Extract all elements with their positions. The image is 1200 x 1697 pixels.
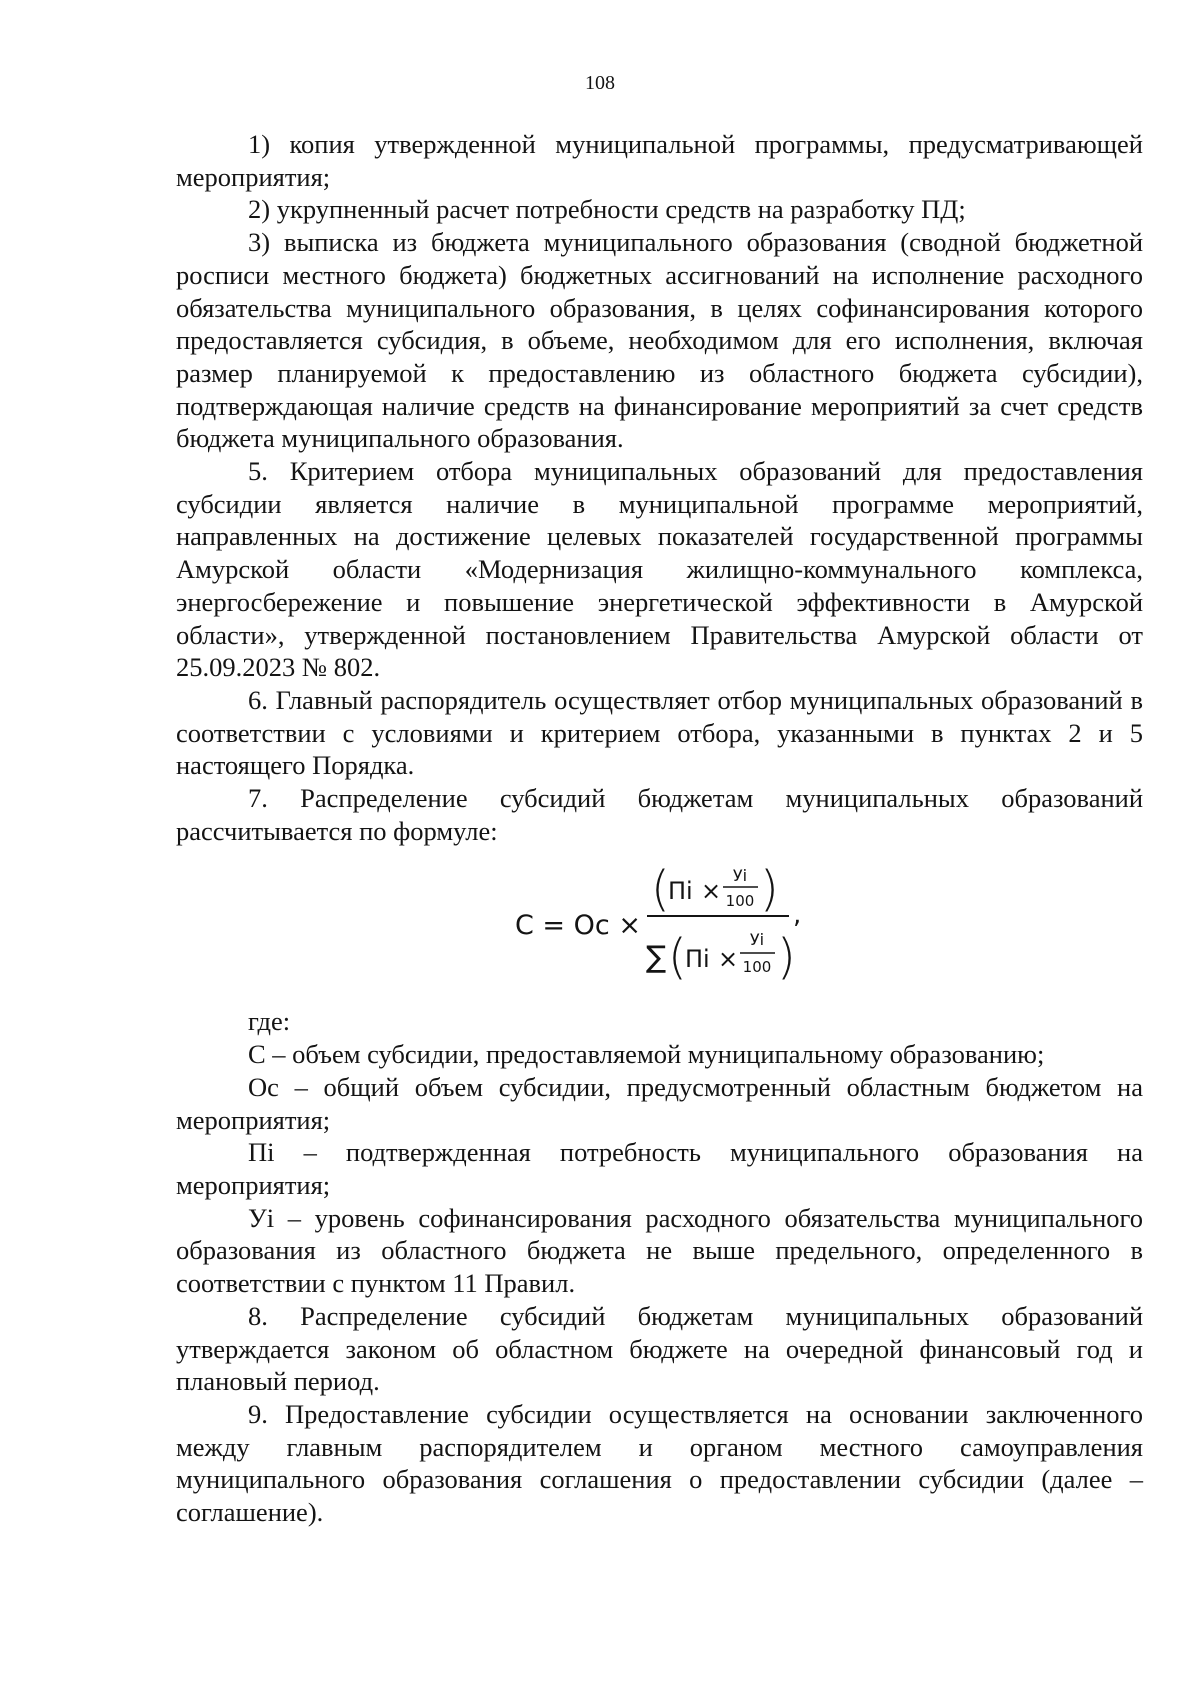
denominator-yi: Уi [749,930,764,950]
numerator-hundred: 100 [725,892,754,911]
numerator-yi: Уi [732,866,747,886]
paragraph-distribution-law: 8. Распределение субсидий бюджетам муниципальных образований утверждается законом об областном бюджете на очередной финансовый год и плановый период. [176,1300,1143,1397]
numerator-close-paren: ) [759,861,779,918]
denominator-pi: Пi [684,945,710,974]
formula-graphic [515,861,835,991]
page-number: 108 [585,72,615,94]
paragraph-item-3: 3) выписка из бюджета муниципального образования (сводной бюджетной росписи местного бюджета) бюджетных ассигнований на исполнение расходного обязательства муниципального образования, в целях софинансирования которого предоставляется субсидия, в объеме, необходимом для его исполнения, включая размер планируемой к предоставлению из областного бюджета субсидии), подтверждающая наличие средств на финансирование мероприятий за счет средств бюджета муниципального образования. [176,227,1143,454]
paragraph-selection: 6. Главный распорядитель осуществляет отбор муниципальных образований в соответствии с условиями и критерием отбора, указанными в пунктах 2 и 5 настоящего Порядка. [176,684,1143,781]
where-label: где: [248,1006,291,1037]
denominator-times: × [717,945,738,974]
formula-comma: , [792,900,801,931]
paragraph-item-1: 1) копия утвержденной муниципальной программы, предусматривающей мероприятия; [176,129,1143,192]
numerator-open-paren: ( [650,861,670,918]
definition-oc: Ос – общий объем субсидии, предусмотренный областным бюджетом на мероприятия; [176,1071,1143,1135]
definition-yi: Уi – уровень софинансирования расходного обязательства муниципального образования из областного бюджета не выше предельного, определенного в соответствии с пунктом 11 Правил. [176,1202,1143,1299]
document-body [176,128,1143,1529]
denominator-hundred: 100 [742,958,771,977]
paragraph-distribution-formula-intro: 7. Распределение субсидий бюджетам муниципальных образований рассчитывается по формуле: [176,783,1143,846]
denominator-open-paren: ( [667,929,687,986]
numerator-pi: Пi [667,877,693,906]
denominator-close-paren: ) [776,929,796,986]
definition-pi: Пi – подтвержденная потребность муниципального образования на мероприятия; [176,1137,1143,1200]
paragraph-criteria: 5. Критерием отбора муниципальных образований для предоставления субсидии является наличие в муниципальной программе мероприятий, направленных на достижение целевых показателей государственной программы Амурской области «Модернизация жилищно-коммунального комплекса, энергосбережение и повышение энергетической эффективности в Амурской области», утвержденной постановлением Правительства Амурской области от 25.09.2023 № 802. [176,456,1143,683]
paragraph-item-2: 2) укрупненный расчет потребности средств на разработку ПД; [248,194,966,225]
denominator-sigma: ∑ [645,940,666,976]
numerator-times: × [700,877,721,906]
paragraph-agreement: 9. Предоставление субсидии осуществляется на основании заключенного между главным распорядителем и органом местного самоуправления муниципального образования соглашения о предоставлении субсидии (далее – соглашение). [176,1398,1143,1528]
formula-lhs: C = Oc × [514,910,641,942]
subsidy-formula [176,847,1143,1005]
definition-c: С – объем субсидии, предоставляемой муниципальному образованию; [248,1039,1045,1070]
